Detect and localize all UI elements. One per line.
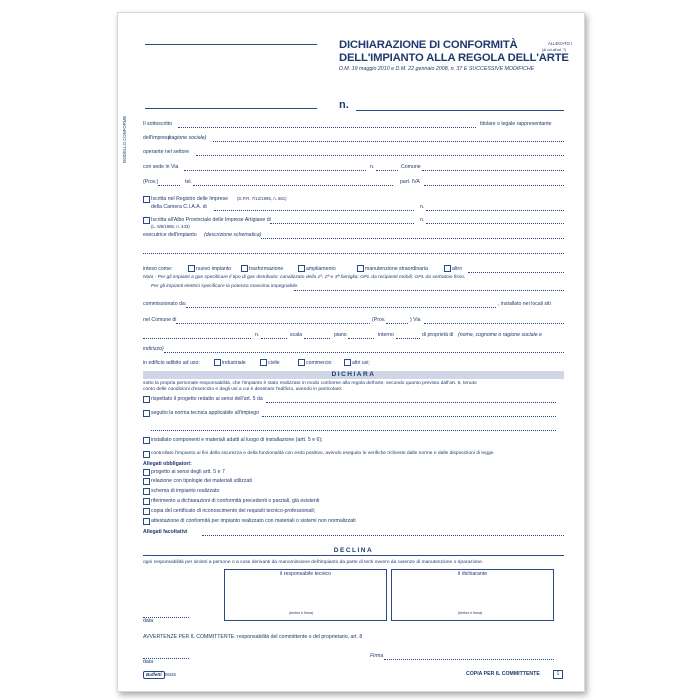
label-prov-locali: (Prov. [372,317,386,323]
piano-field[interactable] [348,338,374,339]
installato-checkbox[interactable] [143,437,150,444]
label-piano: piano [334,332,347,338]
header-line-2 [145,108,317,109]
label-piva: part. IVA [400,179,420,185]
label-inteso: inteso come: [143,266,173,272]
label-comune-locali: nel Comune di [143,317,177,323]
descrizione-field-2[interactable] [143,253,564,254]
label-via: ) Via [410,317,421,323]
label-ragione-sociale: (ragione sociale) [168,135,207,141]
label-installato: , installato nei locali siti [498,301,551,307]
uso-commercio: commercio [306,360,332,366]
avvertenze: AVVERTENZE PER IL COMMITTENTE: responsabilità del committente o del proprietario, art. 8 [143,634,363,640]
progetto-field[interactable] [266,402,556,403]
tel-field[interactable] [193,185,393,186]
uso-commercio-checkbox[interactable] [298,359,305,366]
piva-field[interactable] [424,185,564,186]
option-altro-checkbox[interactable] [444,265,451,272]
uso-altri: altri usi; [352,360,370,366]
controllato-checkbox[interactable] [143,451,150,458]
label-proprieta: di proprietà di [422,332,454,338]
nota-gas: Nota - Per gli impianti a gas specificare il tipo di gas distribuito: canalizzato della 1ª, 2ª e 3ª famiglia; GPL da recipienti mobili; GPL da serbatoio fisso. [143,275,466,280]
allegati-facoltativi: Allegati facoltativi [143,529,188,535]
option-trasformazione: trasformazione [249,266,284,272]
data-label-2: data [143,659,154,665]
label-n: n. [370,164,375,170]
registro-n-field[interactable] [426,210,564,211]
option-ampliamento-checkbox[interactable] [298,265,305,272]
interno-field[interactable] [396,338,420,339]
title-line-2: DELL'IMPIANTO ALLA REGOLA DELL'ARTE [339,52,569,64]
allegato-2-checkbox[interactable] [143,478,150,485]
norma-checkbox[interactable] [143,410,150,417]
item-norma: seguito la norma tecnica applicabile all'impiego [151,410,259,416]
albo-n-field[interactable] [426,223,564,224]
dichiarante-timbro: (timbro e firma) [458,611,483,615]
label-n-registro: n. [420,204,425,210]
civico-field[interactable] [376,170,398,171]
label-legge: (L. 8/8/1985, n. 443) [151,224,190,229]
firma-field[interactable] [384,659,554,660]
label-n-albo: n. [420,217,425,223]
label-scala: scala [290,332,303,338]
dichiara-intro-1: sotto la propria personale responsabilità, che l'impianto è stato realizzato in modo conforme alla regola dell'arte, secondo quanto previsto dall'art. 6, tenuto [143,381,477,386]
section-dichiara [143,371,564,379]
camera-field[interactable] [214,210,414,211]
option-manutenzione-checkbox[interactable] [357,265,364,272]
registro-checkbox[interactable] [143,196,150,203]
potenza-field[interactable] [294,290,564,291]
allegato-ref: (di cui all'art. 7) [542,48,567,52]
data-label: data [143,618,154,624]
dichiara-title: DICHIARA [331,371,376,378]
impresa-field[interactable] [213,141,564,142]
firma-label: Firma [370,653,384,659]
option-manutenzione: manutenzione straordinaria [365,266,428,272]
dichiara-intro-2: conto delle condizioni d'esercizio e degli usi a cui è destinato l'edificio, avendo in particolare: [143,387,343,392]
label-iscritta-albo: Iscritta all'Albo Provinciale delle Imprese Artigiane di [151,217,271,223]
label-n-locali: n. [255,332,260,338]
number-field[interactable] [356,110,564,111]
allegato-6-checkbox[interactable] [143,518,150,525]
label-interno: interno [378,332,394,338]
label-camera: della Camera C.I.A.A. di [151,204,207,210]
sottoscritto-field[interactable] [178,127,476,128]
allegati-title: Allegati obbligatori: [143,461,192,467]
via-field[interactable] [184,170,366,171]
item-installato: installato componenti e materiali adatti al luogo di installazione (artt. 5 e 6); [151,437,323,443]
brand-logo: Buffetti [143,671,165,679]
option-nuovo-checkbox[interactable] [188,265,195,272]
label-indirizzo: indirizzo) [143,346,164,352]
allegato-5: copia del certificato di riconoscimento dei requisiti tecnico-professionali; [151,508,316,514]
copia-label: COPIA PER IL COMMITTENTE [466,671,540,677]
albo-field[interactable] [270,223,414,224]
allegato-label: ALLEGATO I [548,41,573,46]
declina-text: ogni responsabilità per sinistri a persone o a cose derivanti da manomissione dell'impianto da parte di terzi ovvero da carenze di manutenzione o riparazione. [143,560,484,565]
item-controllato: controllato l'impianto ai fini della sicurezza e della funzionalità con esito positivo, avendo eseguito le verifiche richieste dalle norme e dalle disposizioni di legge. [151,451,495,456]
indirizzo-cont-field[interactable] [143,338,251,339]
tecnico-label: il responsabile tecnico [280,571,332,577]
commissionato-field[interactable] [186,307,496,308]
allegato-6: attestazione di conformità per impianto realizzato con materiali o sistemi non normalizzati [151,518,356,524]
page-number: 1 [553,670,563,679]
nota-elettrici: Per gli impianti elettrici specificare la potenza massima impegnabile. [151,284,299,289]
comune-field[interactable] [422,170,564,171]
prov-field[interactable] [158,185,180,186]
allegato-5-checkbox[interactable] [143,508,150,515]
label-prov: (Prov.) [143,179,159,185]
settore-field[interactable] [196,155,564,156]
comune-locali-field[interactable] [176,323,370,324]
label-dpr: (D.P.R. 7/12/1995, n. 581) [237,196,287,201]
uso-industriale: industriale [222,360,246,366]
label-titolare: titolare o legale rappresentante [480,121,552,127]
label-tel: tel. [185,179,192,185]
allegato-1-checkbox[interactable] [143,469,150,476]
facoltativi-field[interactable] [202,535,564,536]
albo-checkbox[interactable] [143,217,150,224]
label-descrizione: (descrizione schematica) [204,232,262,238]
prov-locali-field[interactable] [386,323,408,324]
norma-field[interactable] [262,416,556,417]
tecnico-timbro: (timbro e firma) [289,611,314,615]
label-esecutrice: esecutrice dell'impianto [143,232,197,238]
proprietario-field[interactable] [164,352,564,353]
allegato-3-checkbox[interactable] [143,488,150,495]
allegato-4-checkbox[interactable] [143,498,150,505]
number-label: n. [339,99,349,111]
scala-field[interactable] [304,338,330,339]
subtitle: D.M. 19 maggio 2010 e D.M. 22 gennaio 2008, n. 37 E SUCCESSIVE MODIFICHE [339,66,535,72]
document-sheet [117,12,585,692]
n-locali-field[interactable] [261,338,287,339]
label-edificio: in edificio adibito ad uso: [143,360,200,366]
declina-title: DECLINA [333,547,374,554]
form-code: 88425 [164,672,176,677]
section-declina [143,547,564,556]
label-sede: con sede in Via [143,164,179,170]
option-ampliamento: ampliamento [306,266,336,272]
altro-field[interactable] [468,272,564,273]
item-progetto: rispettato il progetto redatto ai sensi dell'art. 5 da [151,396,263,402]
allegato-1: progetto ai sensi degli artt. 5 e 7 [151,469,225,475]
side-label: MODELLO CONFORME [122,115,127,163]
option-altro: altro [452,266,463,272]
dichiarante-label: il dichiarante [458,571,488,577]
label-operante: operante nel settore [143,149,190,155]
uso-civile: civile [268,360,280,366]
label-sottoscritto: Il sottoscritto [143,121,173,127]
label-iscritta-registro: Iscritta nel Registro delle Imprese [151,196,228,202]
title-line-1: DICHIARAZIONE DI CONFORMITÀ [339,39,518,51]
uso-industriale-checkbox[interactable] [214,359,221,366]
option-nuovo: nuovo impianto [196,266,232,272]
option-trasformazione-checkbox[interactable] [241,265,248,272]
norma-field-2[interactable] [151,430,556,431]
allegato-2: relazione con tipologie dei materiali utilizzati [151,478,252,484]
uso-altri-checkbox[interactable] [344,359,351,366]
label-commissionato: commissionato da: [143,301,187,307]
uso-civile-checkbox[interactable] [260,359,267,366]
via-locali-field[interactable] [424,323,564,324]
label-impresa: dell'impresa [143,135,171,141]
allegato-3: schema di impianto realizzato [151,488,220,494]
descrizione-field[interactable] [261,238,564,239]
allegato-4: riferimento a dichiarazioni di conformità precedenti o parziali, già esistenti [151,498,320,504]
label-comune: Comune [401,164,421,170]
progetto-checkbox[interactable] [143,396,150,403]
header-line [145,44,317,45]
label-nome: (nome, cognome o ragione sociale e [458,332,542,338]
